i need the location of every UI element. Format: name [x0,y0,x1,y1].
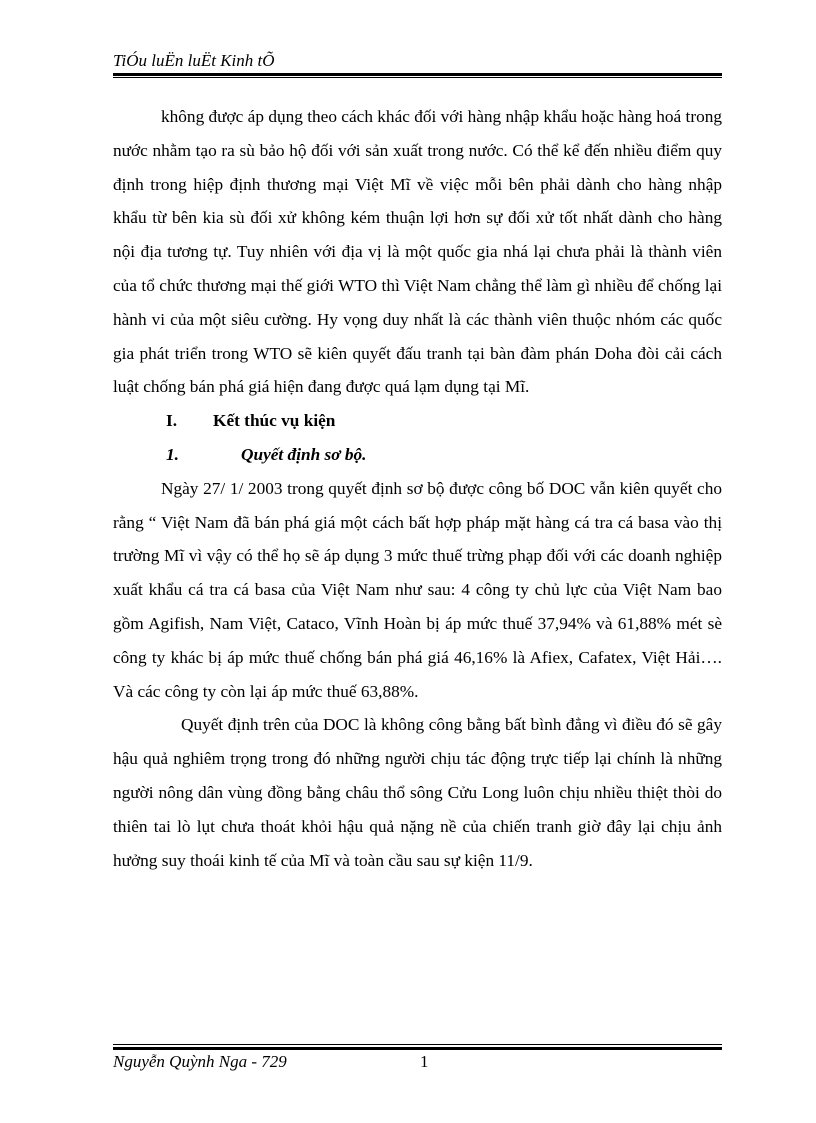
paragraph-2: Ngày 27/ 1/ 2003 trong quyết định sơ bộ được công bố DOC vẫn kiên quyết cho rằng “ Việt Nam đã bán phá giá một cách bất hợp pháp mặt hàng cá tra cá basa vào thị trường Mĩ vì vậy có thể họ sẽ áp dụng 3 mức thuế trừng phạp đối với các doanh nghiệp xuất khẩu cá tra cá basa của Việt Nam như sau: 4 công ty chủ lực của Việt Nam bao gồm Agifish, Nam Việt, Cataco, Vĩnh Hoàn bị áp mức thuế 37,94% và 61,88% mét sè công ty khác bị áp mức thuế chống bán phá giá 46,16% là Afiex, Cafatex, Việt Hải…. Và các công ty còn lại áp mức thuế 63,88%. [113,478,722,701]
header-title: TiÓu luËn luËt Kinh tÕ [113,51,275,70]
section-heading-number: I. [166,411,178,431]
section-heading [113,404,722,438]
section-heading-text: Kết thúc vụ kiện [213,411,336,431]
page-header [113,50,722,72]
subsection-heading-number: 1. [166,444,179,464]
subsection-heading-text: Quyết định sơ bộ. [241,444,367,464]
footer-author: Nguyễn Quỳnh Nga - 729 [113,1052,287,1071]
subsection-heading [113,438,722,472]
paragraph-1: không được áp dụng theo cách khác đối với hàng nhập khẩu hoặc hàng hoá trong nước nhằm tạo ra sù bảo hộ đối với sản xuất trong nước. Có thể kể đến nhiều điểm quy định trong hiệp định thương mại Việt Mĩ về việc mỗi bên phải dành cho hàng nhập khẩu từ bên kia sù đối xử không kém thuận lợi hơn sự đối xử tốt nhất dành cho hàng nội địa tương tự. Tuy nhiên với địa vị là một quốc gia nhá lại chưa phải là thành viên của tổ chức thương mại thế giới WTO thì Việt Nam chẳng thể làm gì nhiều để chống lại hành vi của một siêu cường. Hy vọng duy nhất là các thành viên thuộc nhóm các quốc gia phát triển trong WTO sẽ kiên quyết đấu tranh tại bàn đàm phán Doha đòi cải cách luật chống bán phá giá hiện đang được quá lạm dụng tại Mĩ. [113,107,722,397]
document-body [113,100,722,877]
page-footer [113,1050,722,1074]
page-number: 1 [420,1052,429,1071]
header-rule-thin [113,77,722,78]
paragraph-3: Quyết định trên của DOC là không công bằng bất bình đẳng vì điều đó sẽ gây hậu quả nghiêm trọng trong đó những người chịu tác động trực tiếp lại chính là những người nông dân vùng đồng bằng châu thổ sông Cửu Long luôn chịu nhiều thiệt thòi do thiên tai lò lụt chưa thoát khỏi hậu quả nặng nề của chiến tranh giờ đây lại chịu ảnh hưởng suy thoái kinh tế của Mĩ và toàn cầu sau sự kiện 11/9. [113,715,722,870]
footer-rule-thin [113,1044,722,1045]
header-rule-thick [113,73,722,76]
